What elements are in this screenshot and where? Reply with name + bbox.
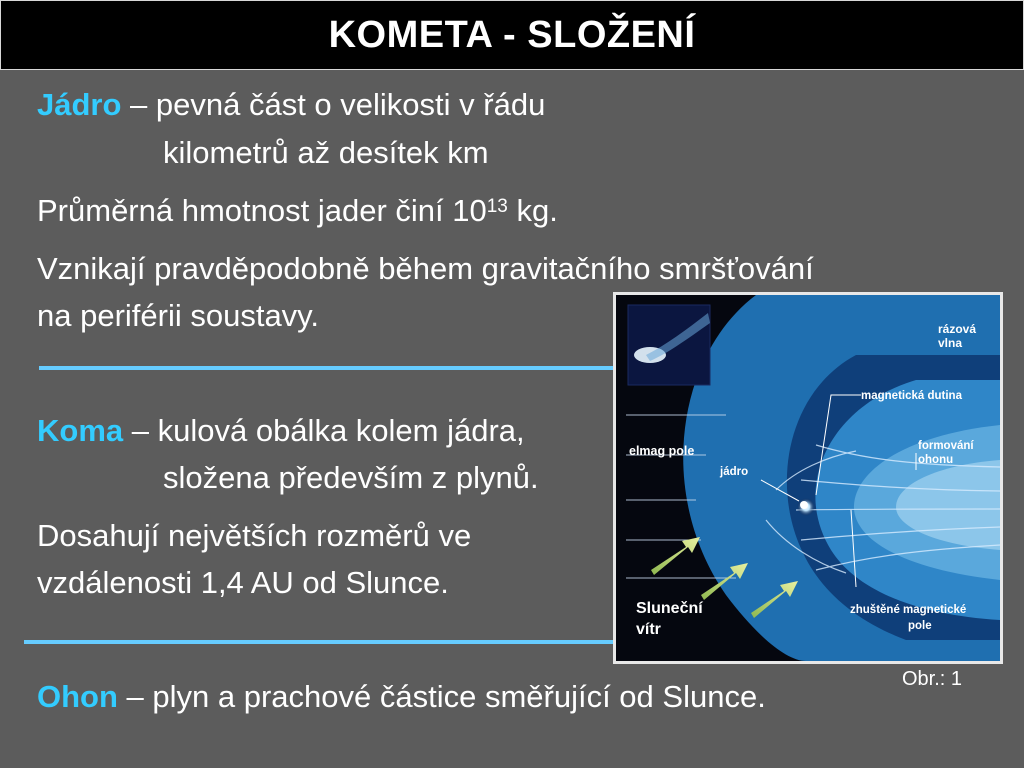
nucleus-mass-prefix: Průměrná hmotnost jader činí 10: [37, 193, 487, 228]
tail-def: – plyn a prachové částice směřující od Slunce.: [117, 679, 766, 714]
label-tail-forming-2: ohonu: [918, 454, 954, 466]
nucleus-origin-line2: na periférii soustavy.: [37, 298, 319, 333]
coma-size-line1: Dosahují největších rozměrů ve: [37, 518, 472, 553]
nucleus-definition: [37, 86, 545, 124]
nucleus-mass-exponent: 13: [486, 196, 508, 217]
nucleus-origin-line1: Vznikají pravděpodobně během gravitačního smršťování: [37, 251, 814, 286]
label-solar-wind-2: vítr: [636, 621, 661, 638]
coma-term: Koma: [37, 413, 124, 448]
title-bar: [0, 0, 1024, 70]
label-nucleus: jádro: [720, 466, 749, 478]
nucleus-term: Jádro: [37, 87, 122, 122]
coma-def-line1: – kulová obálka kolem jádra,: [123, 413, 525, 448]
label-solar-wind-1: Sluneční: [636, 600, 703, 617]
label-compressed-field-2: pole: [908, 620, 932, 632]
nucleus-def-line2: kilometrů až desítek km: [163, 135, 489, 170]
label-compressed-field-1: zhuštěné magnetické: [850, 604, 967, 616]
coma-def-line2: složena především z plynů.: [163, 460, 539, 495]
label-tail-forming-1: formování: [918, 440, 974, 452]
divider-2: [24, 640, 617, 644]
label-magnetic-cavity: magnetická dutina: [861, 390, 962, 402]
coma-size-line2: vzdálenosti 1,4 AU od Slunce.: [37, 565, 449, 600]
label-shock-wave-1: rázová: [938, 322, 977, 336]
nucleus-def-line1: – pevná část o velikosti v řádu: [121, 87, 546, 122]
nucleus-mass: [37, 192, 558, 230]
coma-definition: [37, 412, 525, 450]
slide-title: KOMETA - SLOŽENÍ: [328, 13, 696, 56]
comet-structure-figure: [613, 292, 1003, 664]
comet-diagram: [616, 295, 1000, 661]
figure-caption: Obr.: 1: [902, 668, 963, 690]
tail-definition: [37, 678, 766, 716]
label-shock-wave-2: vlna: [938, 336, 963, 350]
label-em-field: elmag pole: [629, 444, 695, 458]
nucleus-mass-suffix: kg.: [507, 193, 558, 228]
tail-term: Ohon: [37, 679, 118, 714]
divider-1: [39, 366, 617, 370]
